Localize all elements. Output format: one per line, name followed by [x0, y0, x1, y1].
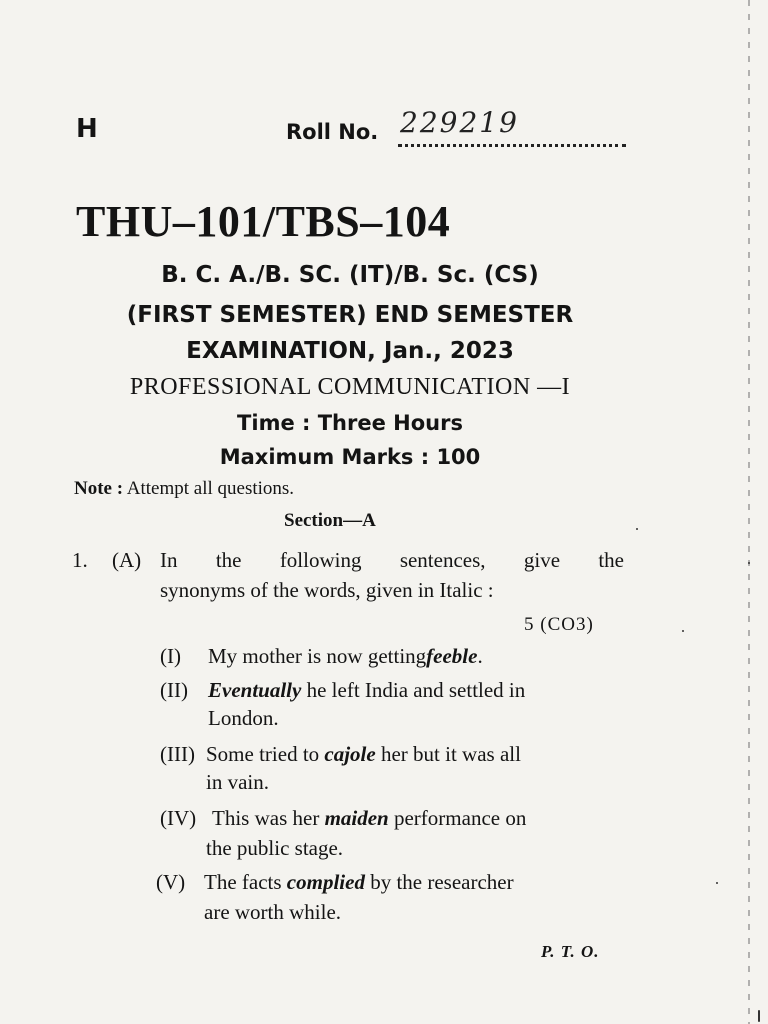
- roll-number-dotted-line: [398, 140, 626, 147]
- time-line: Time : Three Hours: [237, 411, 463, 435]
- item-text-before: My mother is now getting: [208, 644, 427, 668]
- item-italic-word: complied: [286, 870, 365, 894]
- note-text: Attempt all questions.: [126, 478, 295, 499]
- item-5: [156, 870, 185, 895]
- question-word: following: [279, 548, 362, 572]
- item-number: (V): [156, 870, 186, 894]
- exam-line: EXAMINATION, Jan., 2023: [186, 338, 514, 364]
- item-number: (IV): [160, 806, 197, 830]
- item-1: [160, 644, 181, 669]
- paper-code: THU–101/TBS–104: [76, 197, 451, 246]
- item-1-text: [208, 644, 483, 669]
- item-text-after: .: [477, 644, 483, 668]
- question-word: give: [523, 548, 561, 572]
- item-4-continuation: the public stage.: [206, 836, 344, 860]
- question-text-line2: synonyms of the words, given in Italic :: [160, 578, 494, 602]
- section-title: Section—A: [284, 510, 376, 531]
- item-text-before: This was her: [212, 806, 325, 830]
- item-italic-word: feeble: [426, 644, 478, 668]
- item-4: [160, 806, 196, 831]
- max-marks-line: Maximum Marks : 100: [219, 445, 481, 469]
- note: [74, 478, 294, 500]
- item-text-after: by the researcher: [364, 870, 514, 894]
- item-text-before: The facts: [204, 870, 287, 894]
- roll-number-label: Roll No.: [286, 120, 379, 144]
- scan-speck: [748, 562, 750, 564]
- item-3-text: [206, 742, 521, 767]
- course-line: B. C. A./B. SC. (IT)/B. Sc. (CS): [161, 262, 539, 288]
- page-edge-shadow: [748, 0, 750, 1024]
- item-number: (II): [160, 678, 188, 702]
- item-5-continuation: are worth while.: [204, 900, 342, 924]
- item-number: (III): [160, 742, 195, 766]
- item-2-continuation: London.: [208, 706, 279, 730]
- question-word: In: [160, 548, 178, 572]
- question-part: (A): [112, 548, 142, 572]
- scan-speck: [682, 630, 684, 632]
- question-word: the: [215, 548, 242, 572]
- item-number: (I): [160, 644, 181, 668]
- item-italic-word: maiden: [324, 806, 389, 830]
- set-code: H: [76, 114, 98, 144]
- roll-number-handwritten: 229219: [400, 106, 519, 139]
- item-text-after: he left India and settled in: [301, 678, 526, 702]
- item-4-text: [212, 806, 526, 831]
- item-text-after: her but it was all: [375, 742, 521, 766]
- item-3-continuation: in vain.: [206, 770, 269, 794]
- subject-line: PROFESSIONAL COMMUNICATION —I: [129, 374, 571, 400]
- item-2: [160, 678, 188, 703]
- note-label: Note :: [74, 478, 124, 499]
- question-text-line1: [160, 548, 624, 573]
- question-word: the: [598, 548, 624, 572]
- semester-line: (FIRST SEMESTER) END SEMESTER: [126, 302, 574, 328]
- scan-speck: [758, 1010, 760, 1022]
- scan-speck: [636, 528, 638, 530]
- item-3: [160, 742, 195, 767]
- item-text-after: performance on: [388, 806, 527, 830]
- item-italic-word: Eventually: [208, 678, 302, 702]
- item-italic-word: cajole: [324, 742, 376, 766]
- item-2-text: [208, 678, 525, 703]
- please-turn-over: P. T. O.: [541, 942, 600, 961]
- question-word: sentences,: [399, 548, 486, 572]
- item-text-before: Some tried to: [206, 742, 325, 766]
- question-marks: 5 (CO3): [524, 614, 594, 635]
- question-number: 1.: [72, 548, 88, 572]
- scan-speck: [716, 882, 718, 884]
- item-5-text: [204, 870, 514, 895]
